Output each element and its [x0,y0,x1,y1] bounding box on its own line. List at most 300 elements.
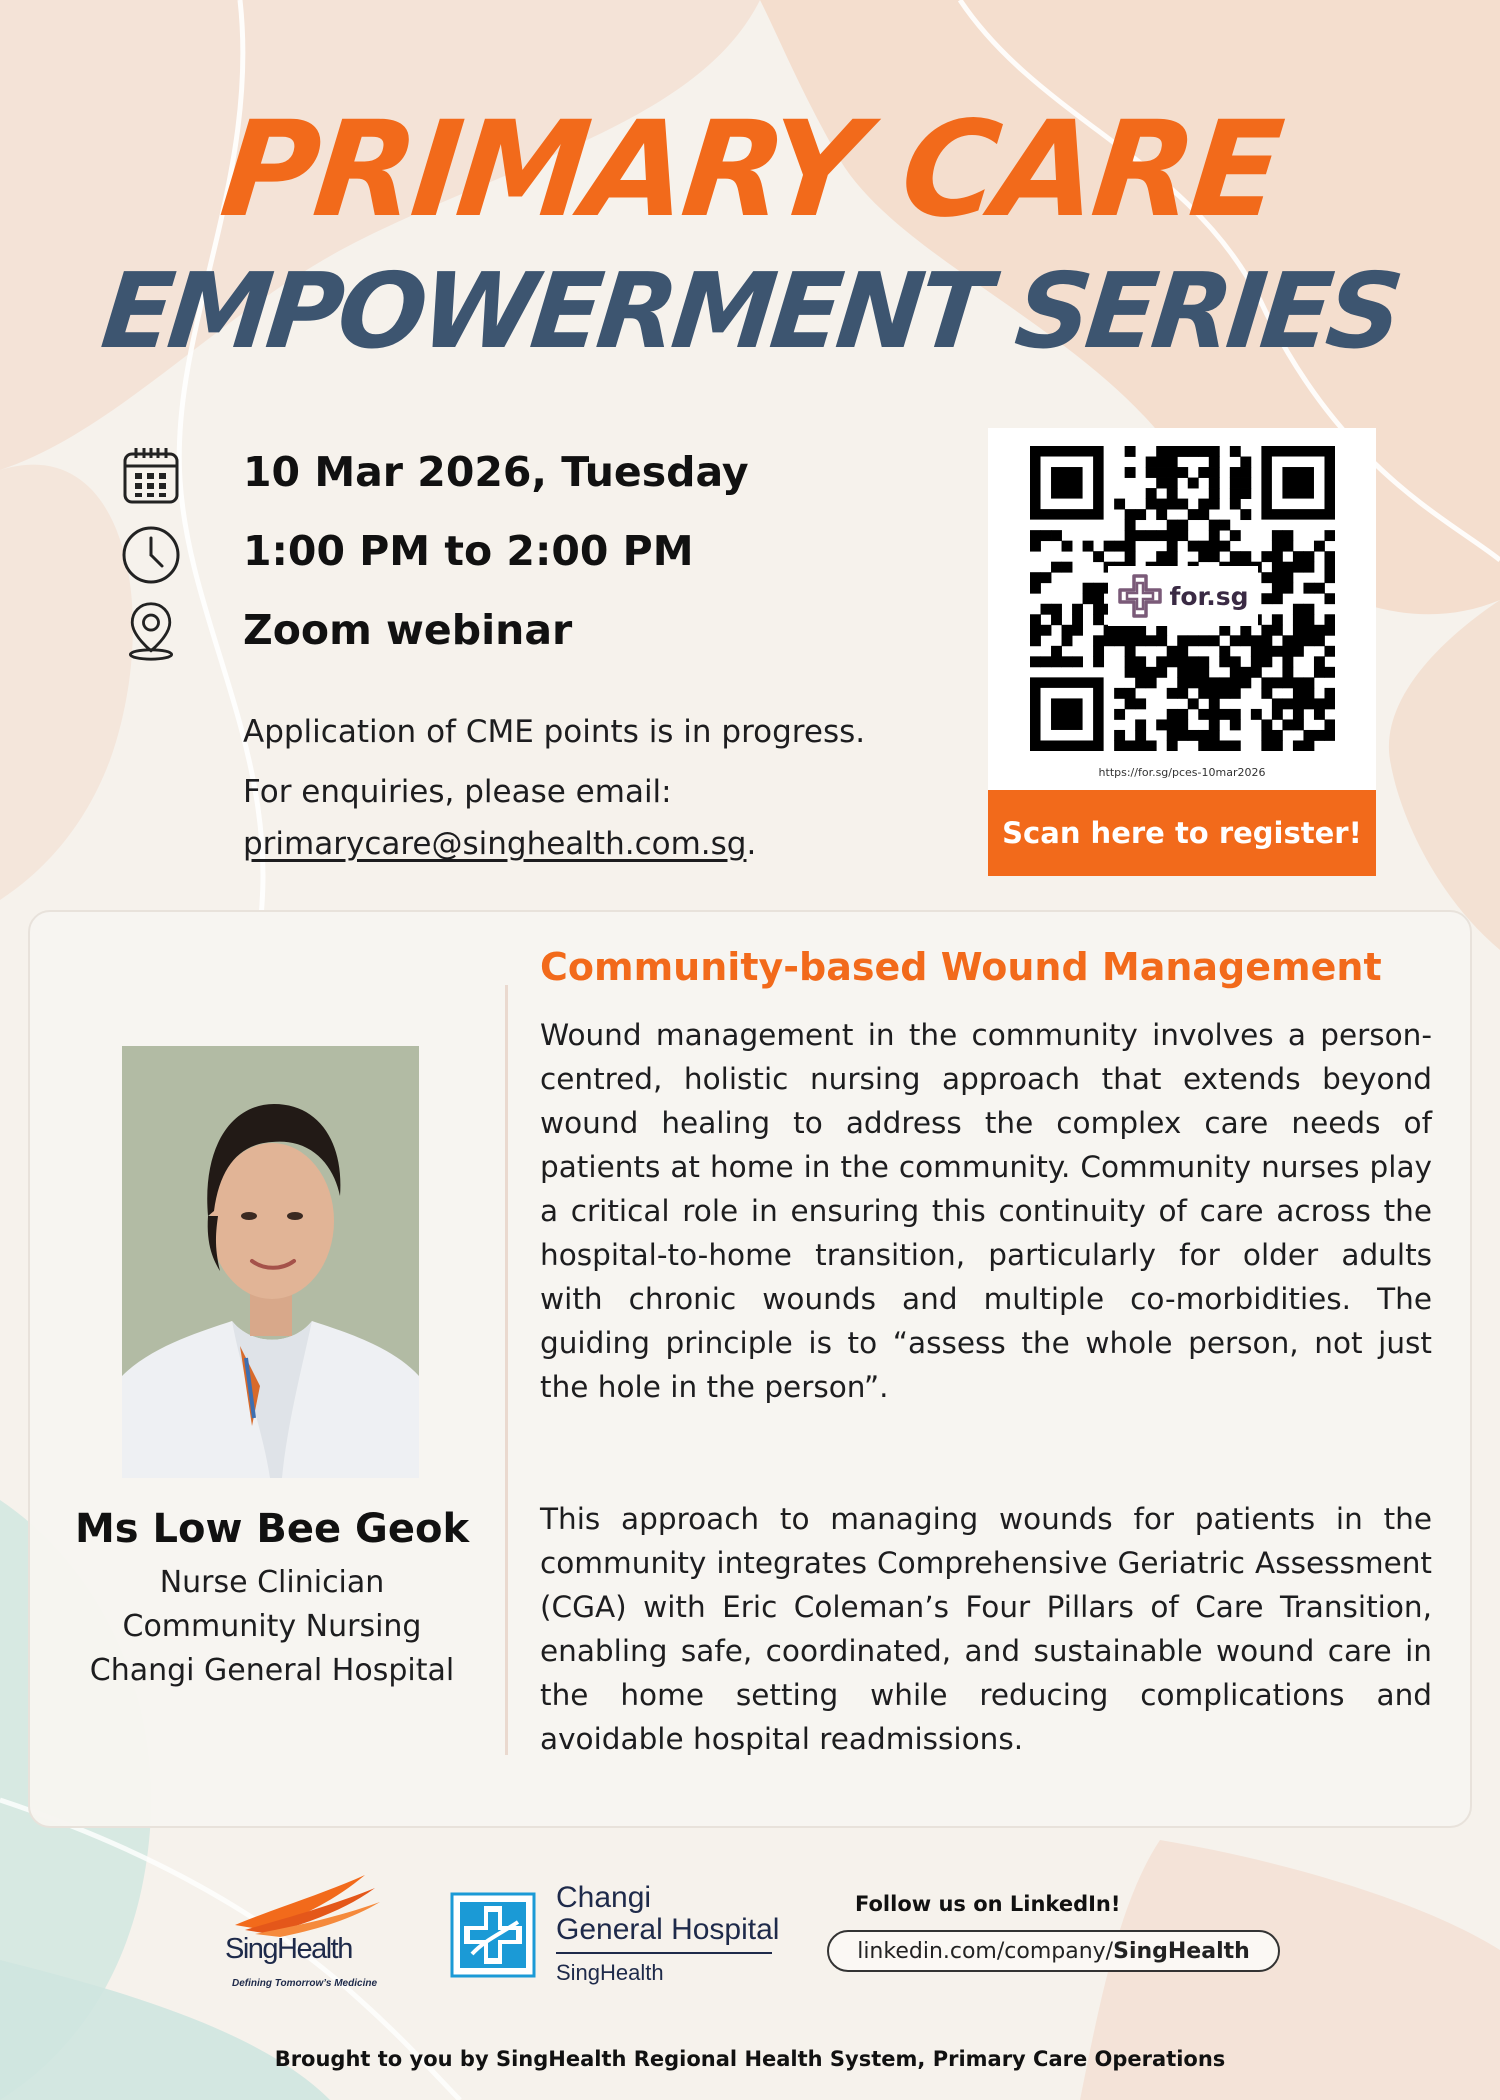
qr-module [1104,541,1115,552]
qr-module [1156,509,1167,520]
qr-module [1219,688,1230,699]
qr-module [1314,709,1325,720]
qr-module [1324,551,1335,562]
qr-module [1146,667,1157,678]
qr-module [1261,635,1272,646]
qr-module [1261,656,1272,667]
qr-module [1261,625,1272,636]
qr-module [1209,478,1220,489]
qr-module [1051,646,1062,657]
qr-module [1083,593,1094,604]
qr-module [1272,698,1283,709]
qr-module [1230,740,1241,751]
qr-module [1324,625,1335,636]
qr-module [1324,562,1335,573]
qr-module [1230,551,1241,562]
qr-module [1303,635,1314,646]
qr-module [1293,719,1304,730]
qr-module [1240,635,1251,646]
qr-module [1114,730,1125,741]
qr-module [1125,698,1136,709]
qr-module [1093,593,1104,604]
qr-module [1314,656,1325,667]
qr-module [1125,551,1136,562]
qr-module [1030,635,1041,646]
qr-module [1209,698,1220,709]
changi-general-hospital-logo [450,1892,536,1978]
qr-module [1293,604,1304,615]
qr-module [1188,446,1199,457]
qr-module [1188,635,1199,646]
qr-module [1146,677,1157,688]
qr-module [1135,719,1146,730]
qr-module [1135,530,1146,541]
qr-module [1167,719,1178,730]
qr-module [1167,446,1178,457]
qr-module [1177,688,1188,699]
qr-module [1261,551,1272,562]
qr-module [1261,593,1272,604]
cme-note: Application of CME points is in progress. [243,714,866,750]
qr-module [1198,656,1209,667]
qr-module [1135,635,1146,646]
qr-module [1125,520,1136,531]
qr-module [1177,667,1188,678]
qr-module [1240,625,1251,636]
qr-module [1261,646,1272,657]
qr-module [1146,635,1157,646]
qr-module [1167,530,1178,541]
qr-module [1177,467,1188,478]
qr-module [1114,625,1125,636]
linkedin-handle: SingHealth [1113,1938,1250,1964]
qr-module [1282,583,1293,594]
qr-module [1198,677,1209,688]
event-venue: Zoom webinar [243,606,573,654]
qr-module [1324,646,1335,657]
qr-module [1041,656,1052,667]
qr-module [1209,541,1220,552]
qr-module [1114,499,1125,510]
qr-module [1093,635,1104,646]
qr-module [1188,509,1199,520]
qr-module [1240,509,1251,520]
qr-module [1324,698,1335,709]
qr-module [1282,719,1293,730]
qr-module [1125,530,1136,541]
qr-module [1062,656,1073,667]
qr-module [1324,688,1335,699]
qr-module [1219,740,1230,751]
qr-module [1303,698,1314,709]
qr-module [1167,541,1178,552]
qr-module [1209,446,1220,457]
qr-module [1209,730,1220,741]
qr-module [1030,572,1041,583]
cgh-rule [556,1952,772,1954]
qr-module [1230,677,1241,688]
qr-module [1167,467,1178,478]
event-date: 10 Mar 2026, Tuesday [243,448,749,496]
qr-module [1188,667,1199,678]
linkedin-follow-label: Follow us on LinkedIn! [855,1892,1121,1916]
qr-module [1167,478,1178,489]
qr-module [1209,467,1220,478]
qr-module [1167,520,1178,531]
qr-module [1198,551,1209,562]
qr-module [1230,488,1241,499]
qr-module [1303,551,1314,562]
qr-module [1072,614,1083,625]
qr-module [1072,656,1083,667]
qr-module [1303,740,1314,751]
qr-module [1156,625,1167,636]
series-title-line-1: PRIMARY CARE [214,93,1286,247]
qr-module [1198,667,1209,678]
qr-module [1177,499,1188,510]
qr-module [1293,646,1304,657]
clock-icon [120,524,182,586]
qr-module [1051,604,1062,615]
qr-module [1125,635,1136,646]
qr-module [1314,698,1325,709]
qr-module [1177,730,1188,741]
qr-module [1230,635,1241,646]
qr-url: https://for.sg/pces-10mar2026 [1098,766,1266,779]
qr-module [1051,467,1083,499]
qr-module [1156,656,1167,667]
qr-module [1177,709,1188,720]
enquiry-email-link[interactable]: primarycare@singhealth.com.sg [243,826,747,862]
qr-module [1125,688,1136,699]
qr-module [1177,530,1188,541]
qr-module [1209,719,1220,730]
qr-module [1272,551,1283,562]
qr-module [1219,677,1230,688]
qr-module [1030,656,1041,667]
qr-module [1219,646,1230,657]
qr-module [1135,656,1146,667]
qr-module [1272,625,1283,636]
qr-module [1156,551,1167,562]
qr-module [1051,530,1062,541]
qr-module [1272,530,1283,541]
panel-divider [505,985,508,1755]
qr-module [1314,583,1325,594]
qr-module [1167,499,1178,510]
qr-module [1230,478,1241,489]
speaker-name: Ms Low Bee Geok [74,1506,470,1552]
qr-module [1156,719,1167,730]
qr-module [1125,656,1136,667]
qr-module [1282,646,1293,657]
qr-module [1093,583,1104,594]
qr-module [1051,614,1062,625]
qr-module [1030,625,1041,636]
qr-module [1198,541,1209,552]
qr-module [1135,677,1146,688]
calendar-icon [120,444,182,506]
qr-module [1303,614,1314,625]
qr-module [1230,467,1241,478]
qr-module [1114,541,1125,552]
qr-module [1209,677,1220,688]
qr-module [1135,730,1146,741]
qr-module [1251,635,1262,646]
qr-module [1293,677,1304,688]
qr-module [1282,541,1293,552]
qr-module [1240,467,1251,478]
qr-module [1167,457,1178,468]
qr-module [1209,457,1220,468]
qr-module [1272,740,1283,751]
qr-module [1104,625,1115,636]
qr-module [1156,478,1167,489]
qr-module [1051,562,1062,573]
qr-module [1030,541,1041,552]
qr-module [1303,688,1314,699]
qr-module [1324,667,1335,678]
qr-module [1272,646,1283,657]
qr-module [1219,520,1230,531]
qr-module [1230,667,1241,678]
qr-module [1156,446,1167,457]
for-sg-cross-icon [1117,573,1163,619]
qr-module [1251,646,1262,657]
qr-module [1230,719,1241,730]
qr-module [1198,709,1209,720]
qr-module [1114,709,1125,720]
qr-module [1177,520,1188,531]
qr-module [1051,698,1083,730]
qr-module [1293,740,1304,751]
qr-module [1303,625,1314,636]
qr-module [1293,688,1304,699]
qr-module [1272,583,1283,594]
qr-module [1251,656,1262,667]
qr-module [1072,625,1083,636]
qr-module [1135,698,1146,709]
qr-module [1251,667,1262,678]
qr-module [1188,677,1199,688]
qr-module [1125,740,1136,751]
qr-module [1209,499,1220,510]
qr-module [1282,677,1293,688]
qr-module [1272,572,1283,583]
qr-module [1146,488,1157,499]
qr-module [1219,709,1230,720]
qr-module [1135,667,1146,678]
enquiry-label: For enquiries, please email: [243,774,672,810]
qr-module [1303,583,1314,594]
qr-module [1135,509,1146,520]
qr-module [1114,740,1125,751]
qr-module [1324,719,1335,730]
qr-module [1209,530,1220,541]
qr-module [1146,740,1157,751]
qr-module [1135,740,1146,751]
qr-module [1093,604,1104,615]
qr-module [1125,625,1136,636]
qr-module [1282,467,1314,499]
qr-module [1146,499,1157,510]
qr-module [1167,730,1178,741]
linkedin-prefix: linkedin.com/company/ [857,1938,1114,1964]
qr-module [1324,530,1335,541]
qr-module [1104,635,1115,646]
qr-module [1167,740,1178,751]
qr-module [1177,635,1188,646]
qr-module [1314,730,1325,741]
qr-module [1251,709,1262,720]
qr-module [1324,572,1335,583]
cgh-singhealth: SingHealth [556,1960,664,1985]
qr-module [1282,572,1293,583]
speaker-role: Nurse Clinician [159,1565,385,1600]
qr-module [1293,614,1304,625]
qr-module [1293,625,1304,636]
qr-module [1230,688,1241,699]
talk-paragraph-1: Wound management in the community involves a person-centred, holistic nursing approach that extends beyond wound healing to address the complex care needs of patients at home in the community. Community nurses play a critical role in ensuring this continuity of care across the hospital-to-home transition, particularly for older adults with chronic wounds and multiple co-morbidities. The guiding principle is to “assess the whole person, not just the hole in the person”. [540,1018,1432,1404]
qr-module [1167,656,1178,667]
qr-module [1167,688,1178,699]
qr-module [1188,541,1199,552]
qr-module [1282,656,1293,667]
qr-module [1303,730,1314,741]
qr-module [1261,730,1272,741]
speaker-photo [122,1046,419,1478]
qr-module [1093,656,1104,667]
qr-center-logo [1108,566,1258,626]
qr-module [1125,446,1136,457]
singhealth-wordmark: SingHealth [225,1933,352,1965]
cgh-name [556,1882,786,1946]
qr-module [1156,499,1167,510]
qr-module [1177,646,1188,657]
qr-module [1198,499,1209,510]
qr-module [1125,467,1136,478]
qr-module [1167,646,1178,657]
enquiry-email-line [243,826,756,862]
qr-module [1135,625,1146,636]
qr-module [1083,541,1094,552]
register-button[interactable]: Scan here to register! [988,790,1376,876]
talk-title: Community-based Wound Management [540,945,1382,989]
qr-module [1314,635,1325,646]
qr-module [1282,698,1293,709]
qr-module [1324,614,1335,625]
qr-module [1156,530,1167,541]
qr-module [1272,541,1283,552]
series-title-line-2: EMPOWERMENT SERIES [96,250,1404,372]
qr-module [1282,530,1293,541]
qr-module [1303,604,1314,615]
qr-module [1041,530,1052,541]
qr-module [1156,467,1167,478]
qr-module [1188,698,1199,709]
email-suffix: . [746,826,757,862]
qr-module [1261,688,1272,699]
qr-module [1230,709,1241,720]
qr-module [1282,562,1293,573]
qr-module [1230,656,1241,667]
speaker-institution: Changi General Hospital [89,1653,455,1688]
qr-module [1314,541,1325,552]
qr-module [1230,499,1241,510]
singhealth-tagline: Defining Tomorrow’s Medicine [232,1978,378,1989]
qr-module [1062,541,1073,552]
qr-module [1209,709,1220,720]
event-time: 1:00 PM to 2:00 PM [243,527,694,575]
qr-module [1146,530,1157,541]
qr-module [1198,635,1209,646]
qr-module [1230,446,1241,457]
linkedin-link[interactable] [827,1930,1280,1972]
qr-module [1240,478,1251,489]
qr-module [1051,656,1062,667]
qr-module [1156,635,1167,646]
qr-module [1125,541,1136,552]
qr-module [1041,604,1052,615]
qr-module [1167,551,1178,562]
qr-module [1125,509,1136,520]
qr-module [1293,635,1304,646]
qr-module [1209,635,1220,646]
qr-module [1125,667,1136,678]
qr-module [1282,635,1293,646]
qr-module [1261,719,1272,730]
qr-module [1272,562,1283,573]
qr-module [1303,562,1314,573]
qr-module [1240,667,1251,678]
qr-module [1230,530,1241,541]
qr-module [1198,740,1209,751]
qr-module [1030,614,1041,625]
qr-module [1240,457,1251,468]
qr-module [1314,625,1325,636]
qr-module [1293,698,1304,709]
qr-module [1030,583,1041,594]
qr-module [1198,509,1209,520]
qr-module [1062,635,1073,646]
qr-module [1198,688,1209,699]
qr-module [1177,656,1188,667]
qr-module [1062,562,1073,573]
qr-module [1062,625,1073,636]
qr-module [1272,593,1283,604]
qr-module [1240,488,1251,499]
qr-module [1324,730,1335,741]
qr-module [1198,446,1209,457]
qr-module [1219,656,1230,667]
qr-module [1177,446,1188,457]
qr-module [1219,541,1230,552]
talk-paragraph-2: This approach to managing wounds for patients in the community integrates Comprehensive Geriatric Assessment (CGA) with Eric Coleman’s Four Pillars of Care Transition, enabling safe, coordinated, and sustainable wound care in the home setting while reducing complications and avoidable hospital readmissions. [540,1502,1432,1756]
qr-module [1240,677,1251,688]
qr-module [1093,551,1104,562]
qr-module [1177,677,1188,688]
qr-module [1272,614,1283,625]
qr-module [1125,646,1136,657]
cgh-name-line-2: General Hospital [556,1913,780,1946]
qr-module [1188,730,1199,741]
qr-module [1261,740,1272,751]
qr-module [1198,730,1209,741]
qr-logo-text: for.sg [1169,581,1249,611]
qr-module [1167,709,1178,720]
qr-module [1282,667,1293,678]
qr-module [1188,656,1199,667]
